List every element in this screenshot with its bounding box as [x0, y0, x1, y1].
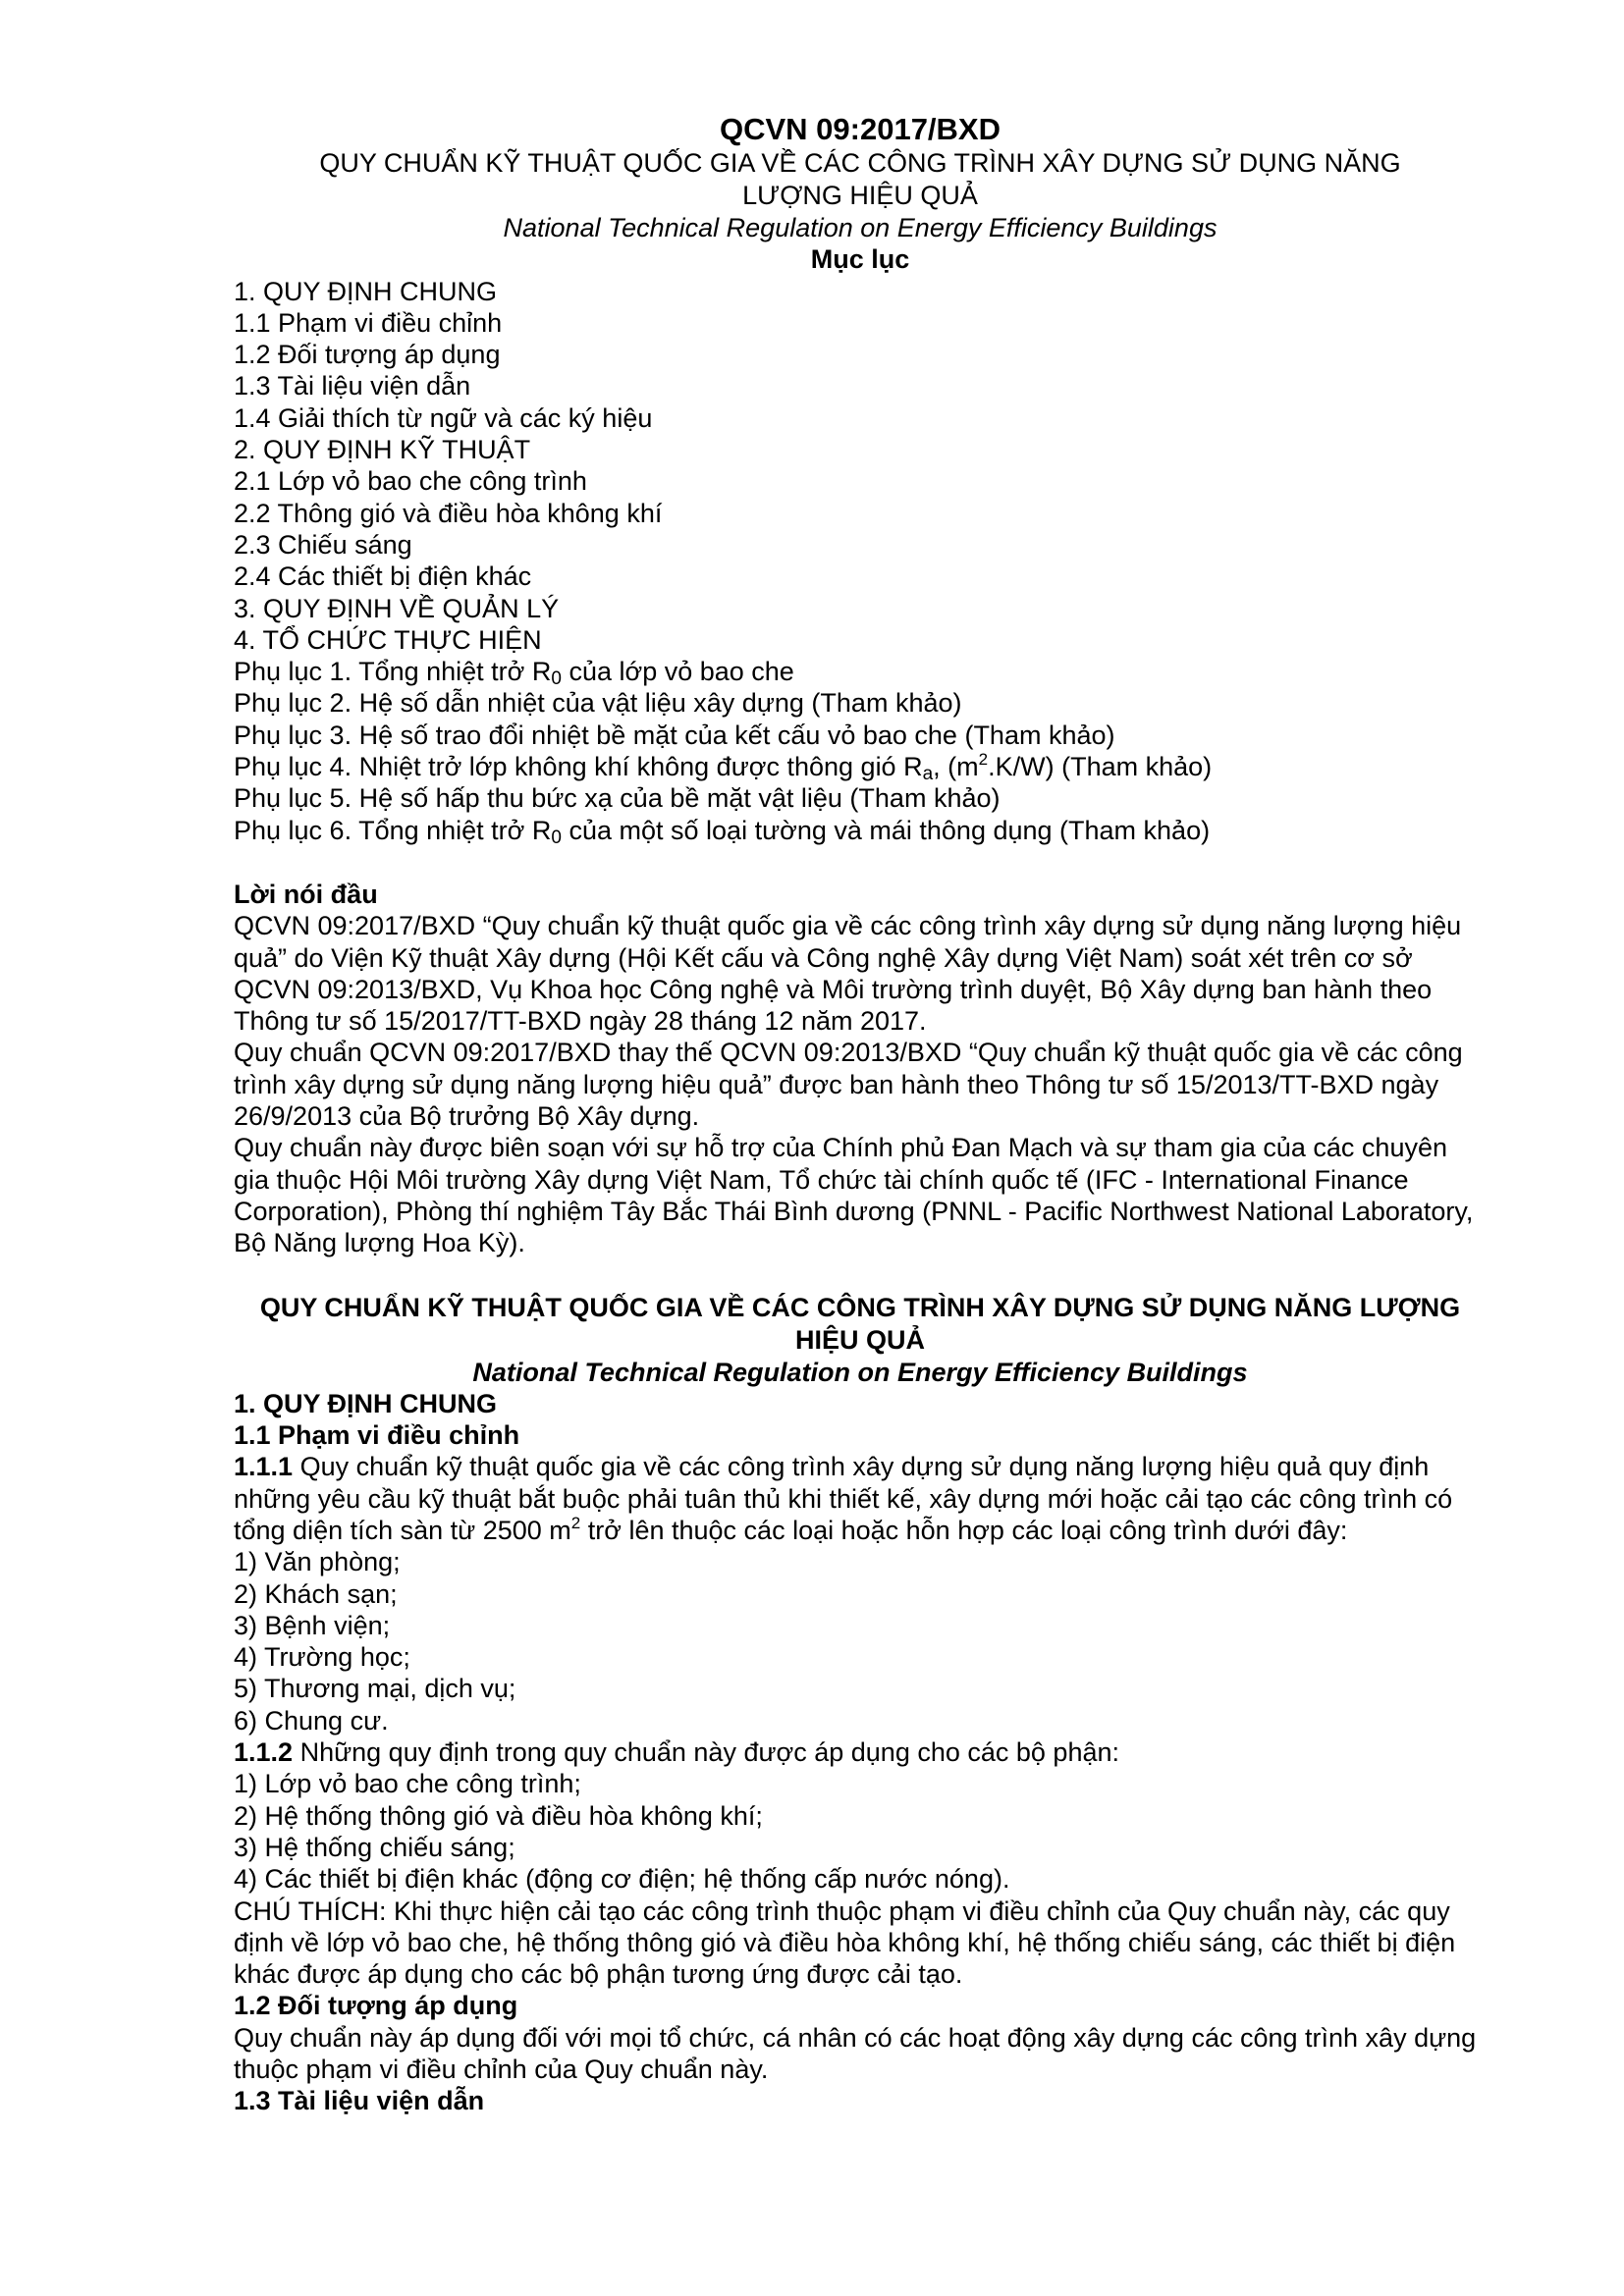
toc-item[interactable]: 2.3 Chiếu sáng: [234, 529, 412, 560]
toc-item[interactable]: 1.2 Đối tượng áp dụng: [234, 340, 501, 370]
regulation-body: [234, 1292, 1487, 2117]
table-of-contents: [234, 276, 1487, 846]
toc-appendix-1[interactable]: Phụ lục 1. Tổng nhiệt trở $R_0$ của lớp vỏ bao che: [234, 657, 794, 690]
toc-item[interactable]: 1. QUY ĐỊNH CHUNG: [234, 276, 498, 306]
foreword-section: [234, 879, 1487, 1259]
foreword-heading: Lời nói đầu: [234, 879, 378, 909]
list-item: 1) Văn phòng;: [234, 1547, 401, 1577]
foreword-paragraph: QCVN 09:2017/BXD “Quy chuẩn kỹ thuật quốc gia về các công trình xây dựng sử dụng năng lượng hiệu quả” do Viện Kỹ thuật Xây dựng (Hội Kết cấu và Công nghệ Xây dựng Việt Nam) soát xét trên cơ sở QCVN 09:2013/BXD, Vụ Khoa học Công nghệ và Môi trường trình duyệt, Bộ Xây dựng ban hành theo Thông tư số 15/2017/TT-BXD ngày 28 tháng 12 năm 2017.: [234, 911, 1462, 1037]
list-item: 1) Lớp vỏ bao che công trình;: [234, 1769, 581, 1799]
list-item: 4) Các thiết bị điện khác (động cơ điện; hệ thống cấp nước nóng).: [234, 1864, 1010, 1895]
list-item: 3) Hệ thống chiếu sáng;: [234, 1832, 515, 1862]
clause-1-1-2: 1.1.2 Những quy định trong quy chuẩn này được áp dụng cho các bộ phận:: [234, 1737, 1119, 1768]
subsection-heading: 1.2 Đối tượng áp dụng: [234, 1991, 518, 2021]
foreword-paragraph: Quy chuẩn này được biên soạn với sự hỗ trợ của Chính phủ Đan Mạch và sự tham gia của các chuyên gia thuộc Hội Môi trường Xây dựng Việt Nam, Tổ chức tài chính quốc tế (IFC - International Finance Corporation), Phòng thí nghiệm Tây Bắc Thái Bình dương (PNNL - Pacific Northwest National Laboratory, Bộ Năng lượng Hoa Kỳ).: [234, 1133, 1474, 1258]
section-heading: 1. QUY ĐỊNH CHUNG: [234, 1388, 498, 1418]
note-paragraph: CHÚ THÍCH: Khi thực hiện cải tạo các công trình thuộc phạm vi điều chỉnh của Quy chuẩn này, các quy định về lớp vỏ bao che, hệ thống thông gió và điều hòa không khí, hệ thống chiếu sáng, các thiết bị điện khác được áp dụng cho các bộ phận tương ứng được cải tạo.: [234, 1896, 1456, 1990]
list-item: 4) Trường học;: [234, 1642, 410, 1673]
toc-item[interactable]: 1.4 Giải thích từ ngữ và các ký hiệu: [234, 402, 653, 433]
subsection-heading: 1.1 Phạm vi điều chỉnh: [234, 1420, 520, 1451]
toc-appendix-6[interactable]: Phụ lục 6. Tổng nhiệt trở $R_0$ của một số loại tường và mái thông dụng (Tham khảo): [234, 815, 1211, 848]
toc-appendix-2[interactable]: Phụ lục 2. Hệ số dẫn nhiệt của vật liệu xây dựng (Tham khảo): [234, 688, 962, 719]
toc-item[interactable]: 4. TỔ CHỨC THỰC HIỆN: [234, 624, 542, 655]
list-item: 2) Hệ thống thông gió và điều hòa không khí;: [234, 1800, 763, 1831]
toc-title: Mục lục: [810, 244, 910, 275]
body-title-en: National Technical Regulation on Energy Efficiency Buildings: [472, 1357, 1248, 1387]
toc-appendix-3[interactable]: Phụ lục 3. Hệ số trao đổi nhiệt bề mặt của kết cấu vỏ bao che (Tham khảo): [234, 720, 1115, 750]
list-item: 3) Bệnh viện;: [234, 1610, 391, 1640]
list-item: 2) Khách sạn;: [234, 1578, 398, 1609]
document-title-en: National Technical Regulation on Energy Efficiency Buildings: [503, 213, 1218, 242]
toc-item[interactable]: 2.4 Các thiết bị điện khác: [234, 561, 532, 592]
clause-1-1-1: 1.1.1 Quy chuẩn kỹ thuật quốc gia về các công trình xây dựng sử dụng năng lượng hiệu quả quy định những yêu cầu kỹ thuật bắt buộc phải tuân thủ khi thiết kế, xây dựng mới hoặc cải tạo các công trình có tổng diện tích sàn từ 2500 $m^2$ trở lên thuộc các loại hoặc hỗn hợp các loại công trình dưới đây:: [234, 1452, 1453, 1545]
body-paragraph: Quy chuẩn này áp dụng đối với mọi tổ chức, cá nhân có các hoạt động xây dựng các công trình xây dựng thuộc phạm vi điều chỉnh của Quy chuẩn này.: [234, 2022, 1477, 2085]
page-content: [234, 112, 1487, 2117]
toc-item[interactable]: 1.1 Phạm vi điều chỉnh: [234, 307, 503, 338]
toc-item[interactable]: 1.3 Tài liệu viện dẫn: [234, 371, 471, 401]
toc-item[interactable]: 2.2 Thông gió và điều hòa không khí: [234, 498, 663, 528]
toc-appendix-4[interactable]: Phụ lục 4. Nhiệt trở lớp không khí không được thông gió $R_a$, $(m^2.K/W)$ (Tham khảo): [234, 750, 1213, 785]
list-item: 6) Chung cư.: [234, 1705, 389, 1735]
toc-item[interactable]: 3. QUY ĐỊNH VỀ QUẢN LÝ: [234, 593, 560, 623]
document-code: QCVN 09:2017/BXD: [719, 112, 1001, 146]
toc-item[interactable]: 2.1 Lớp vỏ bao che công trình: [234, 466, 587, 497]
list-item: 5) Thương mại, dịch vụ;: [234, 1674, 516, 1704]
document-title-vi: QUY CHUẨN KỸ THUẬT QUỐC GIA VỀ CÁC CÔNG TRÌNH XÂY DỰNG SỬ DỤNG NĂNG LƯỢNG HIỆU QUẢ: [319, 148, 1401, 210]
body-title-vi: QUY CHUẨN KỸ THUẬT QUỐC GIA VỀ CÁC CÔNG TRÌNH XÂY DỰNG SỬ DỤNG NĂNG LƯỢNG HIỆU QUẢ: [259, 1292, 1461, 1355]
subsection-heading: 1.3 Tài liệu viện dẫn: [234, 2086, 485, 2116]
toc-item[interactable]: 2. QUY ĐỊNH KỸ THUẬT: [234, 435, 531, 465]
toc-appendix-5[interactable]: Phụ lục 5. Hệ số hấp thu bức xạ của bề mặt vật liệu (Tham khảo): [234, 783, 1001, 814]
foreword-paragraph: Quy chuẩn QCVN 09:2017/BXD thay thế QCVN 09:2013/BXD “Quy chuẩn kỹ thuật quốc gia về các công trình xây dựng sử dụng năng lượng hiệu quả” được ban hành theo Thông tư số 15/2013/TT-BXD ngày 26/9/2013 của Bộ trưởng Bộ Xây dựng.: [234, 1038, 1463, 1132]
